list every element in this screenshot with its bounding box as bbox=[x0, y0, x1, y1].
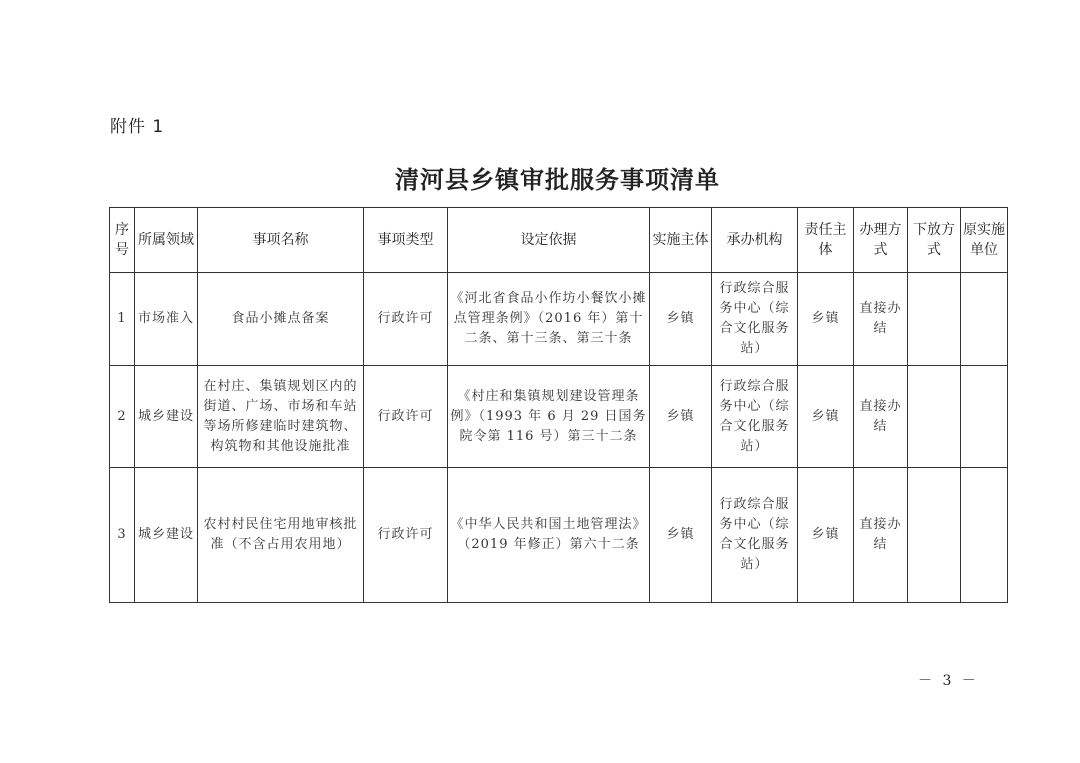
cell-subject: 乡镇 bbox=[650, 468, 712, 603]
cell-responsible: 乡镇 bbox=[798, 366, 854, 468]
cell-type: 行政许可 bbox=[364, 273, 448, 366]
header-agency: 承办机构 bbox=[712, 208, 798, 273]
cell-original-unit bbox=[961, 468, 1008, 603]
header-type: 事项类型 bbox=[364, 208, 448, 273]
page-number: － 3 － bbox=[918, 673, 979, 689]
cell-delegation bbox=[908, 366, 961, 468]
cell-agency: 行政综合服务中心（综合文化服务站） bbox=[712, 366, 798, 468]
cell-original-unit bbox=[961, 366, 1008, 468]
cell-method: 直接办结 bbox=[854, 468, 908, 603]
table-row bbox=[110, 468, 1008, 603]
table-row bbox=[110, 366, 1008, 468]
cell-type: 行政许可 bbox=[364, 366, 448, 468]
cell-basis: 《河北省食品小作坊小餐饮小摊点管理条例》（2016 年）第十二条、第十三条、第三十条 bbox=[448, 273, 650, 366]
cell-responsible: 乡镇 bbox=[798, 468, 854, 603]
header-basis: 设定依据 bbox=[448, 208, 650, 273]
cell-delegation bbox=[908, 468, 961, 603]
cell-no: 3 bbox=[110, 468, 135, 603]
header-original-unit: 原实施单位 bbox=[961, 208, 1008, 273]
cell-name: 在村庄、集镇规划区内的街道、广场、市场和车站等场所修建临时建筑物、构筑物和其他设施批准 bbox=[198, 366, 364, 468]
cell-name: 农村村民住宅用地审核批准（不含占用农用地） bbox=[198, 468, 364, 603]
cell-subject: 乡镇 bbox=[650, 273, 712, 366]
cell-no: 2 bbox=[110, 366, 135, 468]
header-no: 序号 bbox=[110, 208, 135, 273]
table-header-row bbox=[110, 208, 1008, 273]
header-subject: 实施主体 bbox=[650, 208, 712, 273]
cell-method: 直接办结 bbox=[854, 366, 908, 468]
cell-field: 城乡建设 bbox=[135, 366, 198, 468]
cell-original-unit bbox=[961, 273, 1008, 366]
header-delegation: 下放方式 bbox=[908, 208, 961, 273]
cell-agency: 行政综合服务中心（综合文化服务站） bbox=[712, 468, 798, 603]
approval-items-table bbox=[109, 207, 1008, 603]
header-responsible: 责任主体 bbox=[798, 208, 854, 273]
cell-agency: 行政综合服务中心（综合文化服务站） bbox=[712, 273, 798, 366]
cell-method: 直接办结 bbox=[854, 273, 908, 366]
cell-responsible: 乡镇 bbox=[798, 273, 854, 366]
attachment-label: 附件 1 bbox=[110, 117, 165, 137]
cell-basis: 《中华人民共和国土地管理法》（2019 年修正）第六十二条 bbox=[448, 468, 650, 603]
cell-type: 行政许可 bbox=[364, 468, 448, 603]
cell-subject: 乡镇 bbox=[650, 366, 712, 468]
cell-basis: 《村庄和集镇规划建设管理条例》（1993 年 6 月 29 日国务院令第 116 号）第三十二条 bbox=[448, 366, 650, 468]
cell-delegation bbox=[908, 273, 961, 366]
table-row bbox=[110, 273, 1008, 366]
header-name: 事项名称 bbox=[198, 208, 364, 273]
cell-name: 食品小摊点备案 bbox=[198, 273, 364, 366]
cell-no: 1 bbox=[110, 273, 135, 366]
document-title: 清河县乡镇审批服务事项清单 bbox=[395, 166, 720, 194]
cell-field: 市场准入 bbox=[135, 273, 198, 366]
header-field: 所属领域 bbox=[135, 208, 198, 273]
cell-field: 城乡建设 bbox=[135, 468, 198, 603]
header-method: 办理方式 bbox=[854, 208, 908, 273]
